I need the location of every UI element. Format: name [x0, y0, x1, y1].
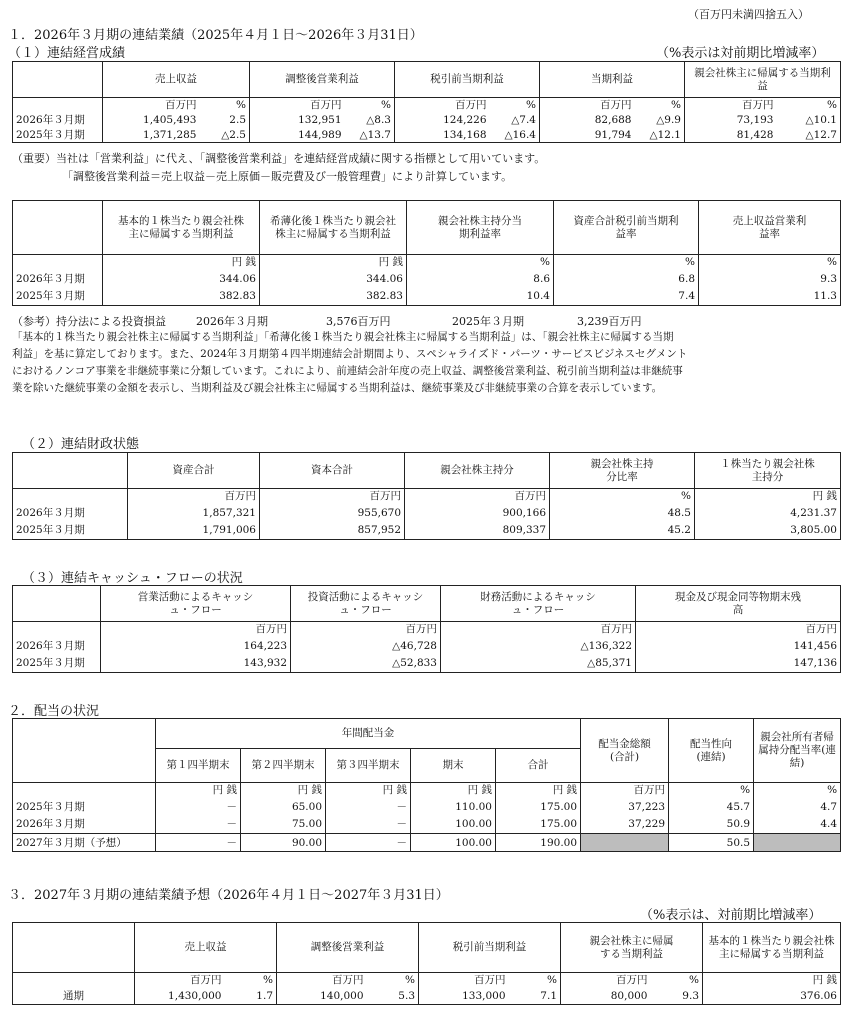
- unit-cell: %: [554, 255, 699, 270]
- header-revenue: 売上収益: [103, 62, 250, 98]
- unit-cell: 百万円: [405, 489, 550, 504]
- cell: 48.5: [550, 504, 695, 522]
- unit-cell: %: [407, 255, 554, 270]
- cell: 175.00: [496, 798, 581, 816]
- cell: 4.4: [754, 816, 841, 834]
- cell: 382.83: [103, 288, 260, 306]
- cell: △10.1: [777, 113, 841, 128]
- unit-note: （百万円未満四捨五入）: [688, 8, 809, 21]
- unit-cell: 円 銭: [695, 489, 841, 504]
- unit-label-empty: [13, 783, 156, 798]
- cash-flow-title: （３）連結キャッシュ・フローの状況: [22, 571, 243, 586]
- cell: 344.06: [103, 270, 260, 288]
- row-label: 通期: [13, 988, 135, 1005]
- cell: 9.3: [651, 988, 703, 1005]
- ref-value-2: 3,239百万円: [577, 315, 642, 328]
- eps-explanation: [12, 329, 842, 397]
- header-empty: [13, 586, 101, 622]
- header-empty: [13, 201, 103, 255]
- ref-label: （参考）持分法による投資損益: [12, 315, 166, 328]
- header-owners-profit: 親会社株主に帰属する当期利益: [561, 923, 703, 973]
- forecast-note: （%表示は、対前期比増減率）: [640, 908, 822, 923]
- header-roa: 資産合計税引前当期利益率: [554, 201, 699, 255]
- cell-shaded: [581, 834, 669, 852]
- header-total-assets: 資産合計: [128, 453, 260, 489]
- table-row: [13, 288, 841, 306]
- table-row: [13, 798, 841, 816]
- cell: 73,193: [685, 113, 777, 128]
- cell: 132,951: [250, 113, 345, 128]
- unit-cell: %: [635, 98, 685, 113]
- unit-cell: 百万円: [395, 98, 490, 113]
- paragraph-line: 業を除いた継続事業の金額を表示し、当期利益及び親会社株主に帰属する当期利益は、継続事業及び非継続事業の合算を表示しています。: [12, 382, 663, 394]
- cell-shaded: [754, 834, 841, 852]
- cell: 5.3: [367, 988, 419, 1005]
- unit-cell: %: [550, 489, 695, 504]
- cell: 11.3: [699, 288, 841, 306]
- unit-cell: 百万円: [101, 622, 291, 637]
- cell: 164,223: [101, 637, 291, 655]
- cell: 81,428: [685, 128, 777, 143]
- cell: △7.4: [490, 113, 540, 128]
- table-row: [13, 988, 841, 1005]
- table-row: [13, 637, 841, 655]
- cell: 7.4: [554, 288, 699, 306]
- cash-flow-table: [12, 585, 841, 673]
- row-label: 2026年３月期: [13, 816, 156, 834]
- cell: 50.9: [669, 816, 754, 834]
- unit-cell: 百万円: [441, 622, 636, 637]
- header-annual-dividend: 年間配当金: [156, 719, 581, 749]
- cell: －: [326, 816, 411, 834]
- cell: 80,000: [561, 988, 651, 1005]
- table-row: [13, 504, 841, 522]
- header-q1: 第１四半期末: [156, 749, 241, 783]
- header-investing-cf: 投資活動によるキャッシュ・フロー: [291, 586, 441, 622]
- forecast-table: [12, 922, 841, 1005]
- row-label: 2025年３月期: [13, 655, 101, 673]
- cell: 8.6: [407, 270, 554, 288]
- cell: △9.9: [635, 113, 685, 128]
- table-row: [13, 522, 841, 540]
- header-cash-balance: 現金及び現金同等物期末残高: [636, 586, 841, 622]
- unit-cell: 円 銭: [326, 783, 411, 798]
- cell: 1,430,000: [135, 988, 225, 1005]
- header-adjusted-op-profit: 調整後営業利益: [250, 62, 395, 98]
- cell: －: [156, 798, 241, 816]
- unit-cell: %: [367, 973, 419, 988]
- unit-cell: 百万円: [103, 98, 200, 113]
- unit-cell: 円 銭: [103, 255, 260, 270]
- cell: －: [326, 798, 411, 816]
- cell: －: [156, 816, 241, 834]
- cell: 45.7: [669, 798, 754, 816]
- cell: 141,456: [636, 637, 841, 655]
- unit-label-empty: [13, 98, 103, 113]
- table-row: [13, 816, 841, 834]
- header-adjusted-op-profit: 調整後営業利益: [277, 923, 419, 973]
- row-label: 2026年３月期: [13, 504, 128, 522]
- cell: 376.06: [703, 988, 841, 1005]
- header-empty: [13, 749, 156, 783]
- row-label: 2027年３月期（予想）: [13, 834, 156, 852]
- cell: 140,000: [277, 988, 367, 1005]
- header-pretax-profit: 税引前当期利益: [395, 62, 540, 98]
- cell: 1.7: [225, 988, 277, 1005]
- cell: △52,833: [291, 655, 441, 673]
- unit-cell: 百万円: [128, 489, 260, 504]
- row-label: 2026年３月期: [13, 270, 103, 288]
- unit-cell: 百万円: [685, 98, 777, 113]
- calc-note: 「調整後営業利益＝売上収益－売上原価－販売費及び一般管理費」により計算しています。: [62, 170, 513, 183]
- cell: 143,932: [101, 655, 291, 673]
- cell: 175.00: [496, 816, 581, 834]
- header-revenue: 売上収益: [135, 923, 277, 973]
- header-owners-profit: 親会社株主に帰属する当期利益: [685, 62, 841, 98]
- row-label: 2025年３月期: [13, 128, 103, 143]
- cell: △13.7: [345, 128, 395, 143]
- per-share-table: [12, 200, 841, 306]
- cell: △16.4: [490, 128, 540, 143]
- cell: △8.3: [345, 113, 395, 128]
- unit-cell: %: [225, 973, 277, 988]
- cell: 133,000: [419, 988, 509, 1005]
- header-basic-eps: 基本的１株当たり親会社株主に帰属する当期利益: [703, 923, 841, 973]
- unit-cell: 百万円: [540, 98, 635, 113]
- header-pretax-profit: 税引前当期利益: [419, 923, 561, 973]
- header-owners-equity: 親会社株主持分: [405, 453, 550, 489]
- cell: 75.00: [241, 816, 326, 834]
- header-empty: [13, 719, 156, 749]
- cell: △2.5: [200, 128, 250, 143]
- header-doe: 親会社所有者帰属持分配当率(連結): [754, 719, 841, 783]
- header-total: 合計: [496, 749, 581, 783]
- paragraph-line: 利益」を基に算定しております。また、2024年３月期第４四半期連結会計期間より、スペシャライズド・パーツ・サービスビジネスセグメント: [12, 348, 688, 360]
- cell: 100.00: [411, 834, 496, 852]
- dividend-table: [12, 718, 841, 852]
- row-label: 2026年３月期: [13, 637, 101, 655]
- cell: △12.7: [777, 128, 841, 143]
- header-bps: １株当たり親会社株主持分: [695, 453, 841, 489]
- cell: 1,791,006: [128, 522, 260, 540]
- unit-cell: 百万円: [291, 622, 441, 637]
- ref-period-1: 2026年３月期: [196, 315, 268, 328]
- subsection-operating-results-title: （１）連結経営成績: [8, 46, 126, 61]
- operating-results-table: [12, 61, 841, 143]
- cell: 147,136: [636, 655, 841, 673]
- cell: 900,166: [405, 504, 550, 522]
- unit-cell: %: [490, 98, 540, 113]
- header-dividend-total: 配当金総額(合計): [581, 719, 669, 783]
- table-row: [13, 270, 841, 288]
- paragraph-line: 「基本的１株当たり親会社株主に帰属する当期利益」「希薄化後１株当たり親会社株主に帰属する当期利益」は、「親会社株主に帰属する当期: [12, 331, 674, 343]
- unit-cell: 百万円: [581, 783, 669, 798]
- unit-cell: %: [777, 98, 841, 113]
- header-op-margin: 売上収益営業利益率: [699, 201, 841, 255]
- table-row: [13, 128, 841, 143]
- forecast-title: ３．2027年３月期の連結業績予想（2026年４月１日～2027年３月31日）: [8, 888, 449, 903]
- header-diluted-eps: 希薄化後１株当たり親会社株主に帰属する当期利益: [260, 201, 407, 255]
- unit-cell: 百万円: [277, 973, 367, 988]
- cell: 3,805.00: [695, 522, 841, 540]
- unit-label-empty: [13, 973, 135, 988]
- unit-cell: 円 銭: [703, 973, 841, 988]
- header-q3: 第３四半期末: [326, 749, 411, 783]
- unit-label-empty: [13, 255, 103, 270]
- cell: 45.2: [550, 522, 695, 540]
- header-empty: [13, 453, 128, 489]
- cell: 134,168: [395, 128, 490, 143]
- ref-value-1: 3,576百万円: [326, 315, 391, 328]
- cell: 91,794: [540, 128, 635, 143]
- unit-cell: 百万円: [636, 622, 841, 637]
- cell: 82,688: [540, 113, 635, 128]
- unit-label-empty: [13, 622, 101, 637]
- cell: 10.4: [407, 288, 554, 306]
- percent-note: （%表示は対前期比増減率）: [656, 46, 825, 61]
- row-label: 2025年３月期: [13, 798, 156, 816]
- cell: 4,231.37: [695, 504, 841, 522]
- header-net-profit: 当期利益: [540, 62, 685, 98]
- cell: 100.00: [411, 816, 496, 834]
- unit-cell: %: [651, 973, 703, 988]
- cell: 110.00: [411, 798, 496, 816]
- header-empty: [13, 923, 135, 973]
- cell: 955,670: [260, 504, 405, 522]
- cell: 382.83: [260, 288, 407, 306]
- cell: 1,405,493: [103, 113, 200, 128]
- header-basic-eps: 基本的１株当たり親会社株主に帰属する当期利益: [103, 201, 260, 255]
- cell: 37,223: [581, 798, 669, 816]
- cell: 144,989: [250, 128, 345, 143]
- unit-cell: %: [200, 98, 250, 113]
- cell: 857,952: [260, 522, 405, 540]
- table-row-forecast: [13, 834, 841, 852]
- paragraph-line: におけるノンコア事業を非継続事業に分類しています。これにより、前連結会計年度の売上収益、調整後営業利益、税引前当期利益は非継続事: [12, 365, 683, 377]
- cell: 37,229: [581, 816, 669, 834]
- header-operating-cf: 営業活動によるキャッシュ・フロー: [101, 586, 291, 622]
- financial-position-title: （２）連結財政状態: [22, 437, 140, 452]
- cell: 124,226: [395, 113, 490, 128]
- cell: 4.7: [754, 798, 841, 816]
- header-payout-ratio: 配当性向(連結): [669, 719, 754, 783]
- header-year-end: 期末: [411, 749, 496, 783]
- cell: △136,322: [441, 637, 636, 655]
- table-row: [13, 113, 841, 128]
- cell: 9.3: [699, 270, 841, 288]
- cell: △12.1: [635, 128, 685, 143]
- unit-cell: 百万円: [561, 973, 651, 988]
- row-label: 2026年３月期: [13, 113, 103, 128]
- cell: 1,371,285: [103, 128, 200, 143]
- ref-period-2: 2025年３月期: [452, 315, 524, 328]
- cell: 2.5: [200, 113, 250, 128]
- cell: －: [326, 834, 411, 852]
- header-equity-ratio: 親会社株主持分比率: [550, 453, 695, 489]
- cell: 809,337: [405, 522, 550, 540]
- unit-cell: 百万円: [419, 973, 509, 988]
- unit-cell: 百万円: [135, 973, 225, 988]
- unit-cell: 円 銭: [411, 783, 496, 798]
- cell: －: [156, 834, 241, 852]
- dividend-title: ２．配当の状況: [8, 704, 100, 719]
- unit-cell: %: [699, 255, 841, 270]
- section-1-title: １．2026年３月期の連結業績（2025年４月１日～2026年３月31日）: [8, 28, 423, 43]
- cell: △85,371: [441, 655, 636, 673]
- unit-cell: 円 銭: [496, 783, 581, 798]
- cell: 90.00: [241, 834, 326, 852]
- cell: 1,857,321: [128, 504, 260, 522]
- header-empty: [13, 62, 103, 98]
- cell: 190.00: [496, 834, 581, 852]
- unit-cell: 円 銭: [241, 783, 326, 798]
- header-roe: 親会社株主持分当期利益率: [407, 201, 554, 255]
- unit-cell: 百万円: [260, 489, 405, 504]
- unit-cell: %: [345, 98, 395, 113]
- header-financing-cf: 財務活動によるキャッシュ・フロー: [441, 586, 636, 622]
- financial-position-table: [12, 452, 841, 540]
- cell: 7.1: [509, 988, 561, 1005]
- row-label: 2025年３月期: [13, 522, 128, 540]
- header-total-equity: 資本合計: [260, 453, 405, 489]
- cell: 65.00: [241, 798, 326, 816]
- cell: 50.5: [669, 834, 754, 852]
- unit-cell: 円 銭: [260, 255, 407, 270]
- important-note: （重要）当社は「営業利益」に代え、「調整後営業利益」を連結経営成績に関する指標として用いています。: [12, 152, 546, 165]
- unit-label-empty: [13, 489, 128, 504]
- table-row: [13, 655, 841, 673]
- unit-cell: 百万円: [250, 98, 345, 113]
- cell: △46,728: [291, 637, 441, 655]
- header-q2: 第２四半期末: [241, 749, 326, 783]
- unit-cell: %: [509, 973, 561, 988]
- unit-cell: %: [669, 783, 754, 798]
- cell: 344.06: [260, 270, 407, 288]
- unit-cell: 円 銭: [156, 783, 241, 798]
- cell: 6.8: [554, 270, 699, 288]
- unit-cell: %: [754, 783, 841, 798]
- row-label: 2025年３月期: [13, 288, 103, 306]
